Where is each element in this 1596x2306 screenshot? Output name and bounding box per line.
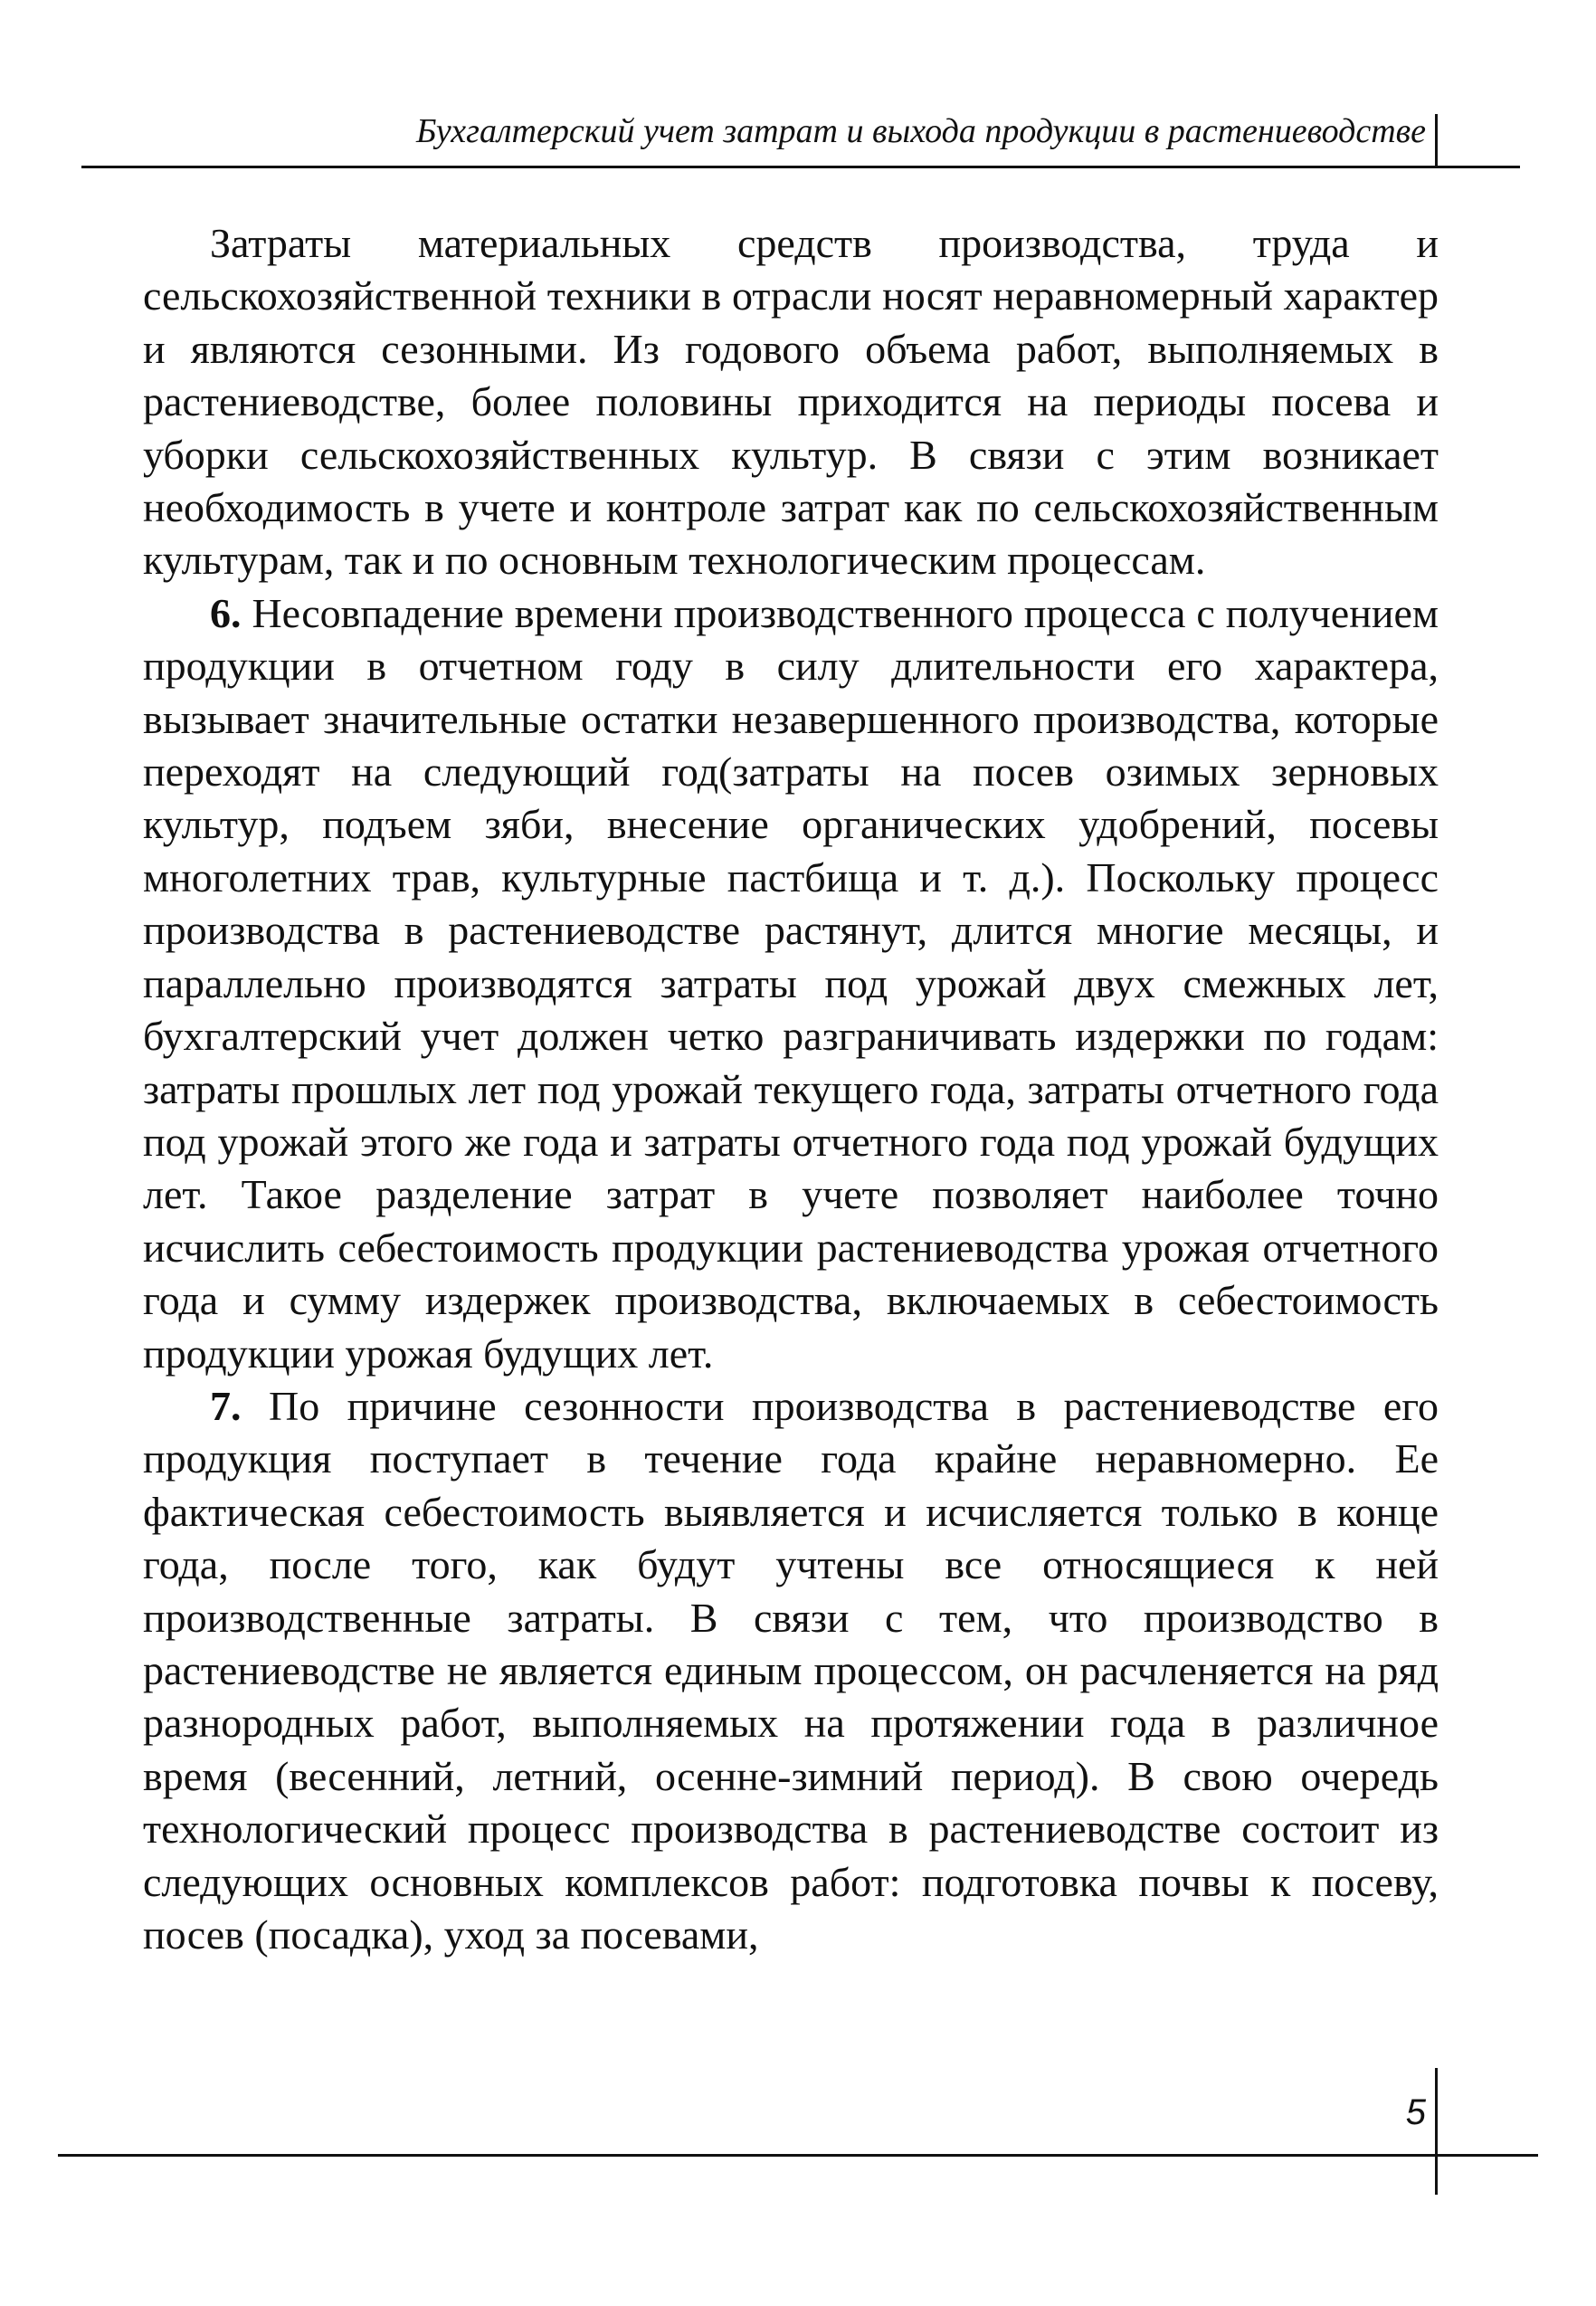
paragraph-1-text: Затраты материальных средств производства, труда и сельскохозяйственной техники в отрасли носят неравномерный характер и являются сезонными. Из годового объема работ, выполняемых в растениеводстве, более половины приходится на периоды посева и уборки сельскохозяйственных культур. В связи с этим возникает необходимость в учете и контроле затрат как по сельскохозяйственным культурам, так и по основным технологическим процессам. (143, 220, 1439, 584)
paragraph-6 (143, 587, 1439, 1380)
footer-rule (58, 2154, 1538, 2157)
header-rule (81, 166, 1520, 168)
item-number-6: 6. (210, 589, 242, 636)
footer-divider-tick (1435, 2068, 1438, 2195)
paragraph-7-text: По причине сезонности производства в растениеводстве его продукция поступает в течение года крайне неравномерно. Ее фактическая себестоимость выявляется и исчисляется только в конце года, после того, как будут учтены все относящиеся к ней производственные затраты. В связи с тем, что производство в растениеводстве не является единым процессом, он расчленяется на ряд разнородных работ, выполняемых на протяжении года в различное время (весенний, летний, осенне-зимний период). В свою очередь технологический процесс производства в растениеводстве состоит из следующих основных комплексов работ: подготовка почвы к посеву, посев (посадка), уход за посевами, (143, 1382, 1439, 1958)
item-number-7: 7. (210, 1382, 242, 1429)
paragraph-6-text: Несовпадение времени производственного процесса с получением продукции в отчетном году в силу длительности его характера, вызывает значительные остатки незавершенного производства, которые переходят на следующий год(затраты на посев озимых зерновых культур, подъем зяби, внесение органических удобрений, посевы многолетних трав, культурные пастбища и т. д.). Поскольку процесс производства в растениеводстве растянут, длится многие месяцы, и параллельно производятся затраты под урожай двух смежных лет, бухгалтерский учет должен четко разграничивать издержки по годам: затраты прошлых лет под урожай текущего года, затраты отчетного года под урожай этого же года и затраты отчетного года под урожай будущих лет. Такое разделение затрат в учете позволяет наиболее точно исчислить себестоимость продукции растениеводства урожая отчетного года и сумму издержек производства, включаемых в себестоимость продукции урожая будущих лет. (143, 589, 1439, 1377)
running-header: Бухгалтерский учет затрат и выхода продукции в растениеводстве (415, 112, 1426, 150)
header-divider-tick (1435, 114, 1438, 168)
paragraph-1 (143, 217, 1439, 587)
paragraph-7 (143, 1380, 1439, 1961)
page-body (143, 217, 1439, 1961)
page-number: 5 (1405, 2092, 1426, 2132)
